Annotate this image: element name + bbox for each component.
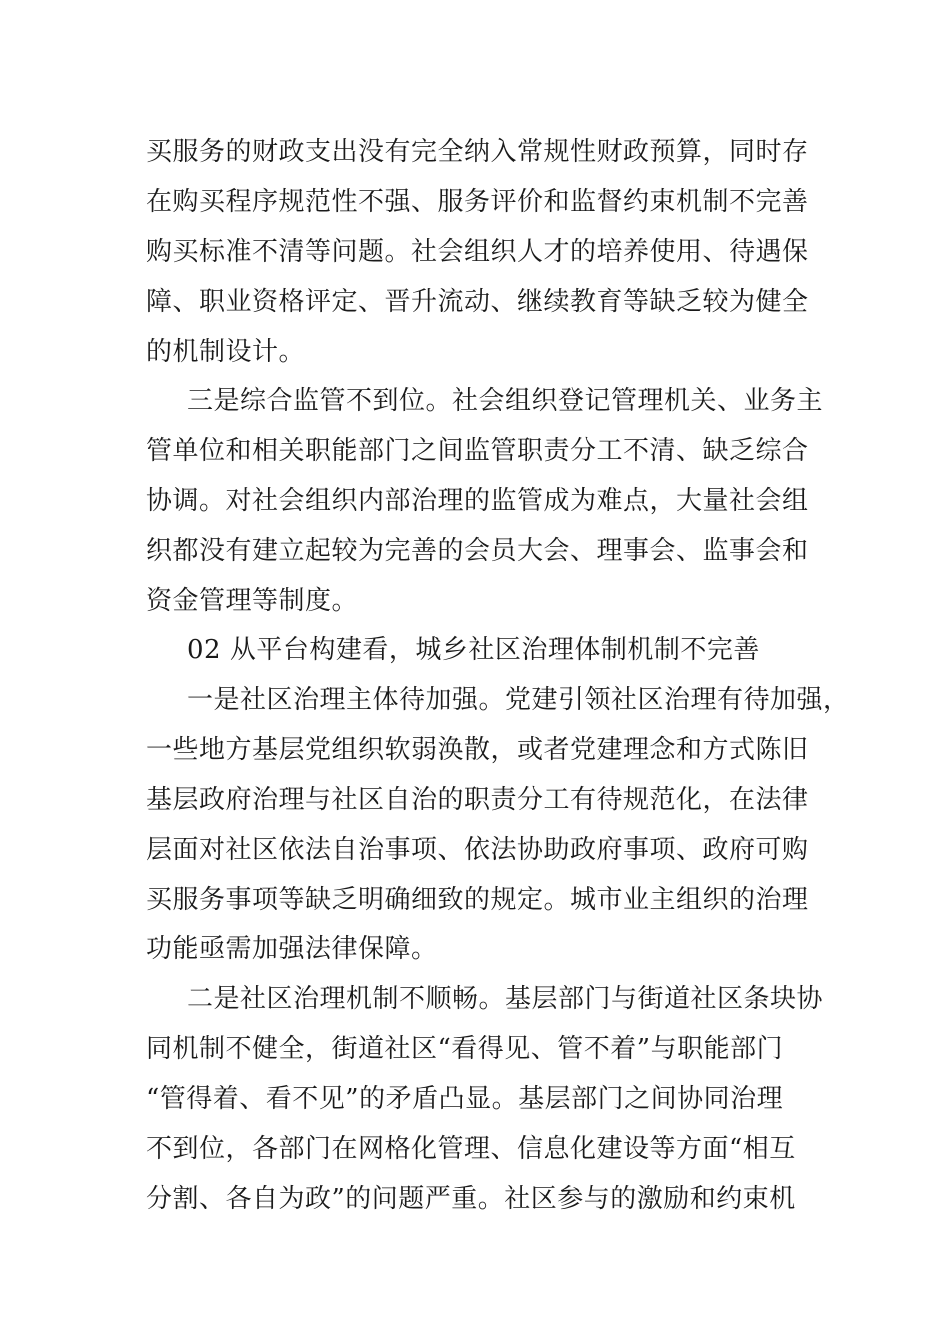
text-line: 功能亟需加强法律保障。: [146, 934, 438, 964]
paragraph-start-line: 三是综合监管不到位。社会组织登记管理机关、业务主: [187, 386, 824, 416]
text-line: 层面对社区依法自治事项、依法协助政府事项、政府可购: [146, 835, 809, 865]
text-line: 买服务的财政支出没有完全纳入常规性财政预算，同时存: [146, 137, 809, 167]
section-heading: 02 从平台构建看，城乡社区治理体制机制不完善: [187, 635, 760, 665]
text-line: 不到位，各部门在网格化管理、信息化建设等方面“相互: [146, 1134, 796, 1164]
paragraph-start-line: 一是社区治理主体待加强。党建引领社区治理有待加强，: [187, 685, 850, 715]
paragraph-start-line: 二是社区治理机制不顺畅。基层部门与街道社区条块协: [187, 984, 824, 1014]
text-line: 分割、各自为政”的问题严重。社区参与的激励和约束机: [146, 1184, 796, 1214]
text-line: 的机制设计。: [146, 337, 306, 367]
text-line: 购买标准不清等问题。社会组织人才的培养使用、待遇保: [146, 237, 809, 267]
text-line: 一些地方基层党组织软弱涣散，或者党建理念和方式陈旧: [146, 735, 809, 765]
text-line: 买服务事项等缺乏明确细致的规定。城市业主组织的治理: [146, 885, 809, 915]
text-line: 障、职业资格评定、晋升流动、继续教育等缺乏较为健全: [146, 287, 809, 317]
text-line: 织都没有建立起较为完善的会员大会、理事会、监事会和: [146, 536, 809, 566]
text-line: 在购买程序规范性不强、服务评价和监督约束机制不完善: [146, 187, 809, 217]
text-line: 同机制不健全，街道社区“看得见、管不着”与职能部门: [146, 1034, 784, 1064]
text-line: 基层政府治理与社区自治的职责分工有待规范化，在法律: [146, 785, 809, 815]
text-line: 资金管理等制度。: [146, 586, 359, 616]
text-line: 管单位和相关职能部门之间监管职责分工不清、缺乏综合: [146, 436, 809, 466]
text-line: 协调。对社会组织内部治理的监管成为难点，大量社会组: [146, 486, 809, 516]
text-line: “管得着、看不见”的矛盾凸显。基层部门之间协同治理: [146, 1084, 784, 1114]
